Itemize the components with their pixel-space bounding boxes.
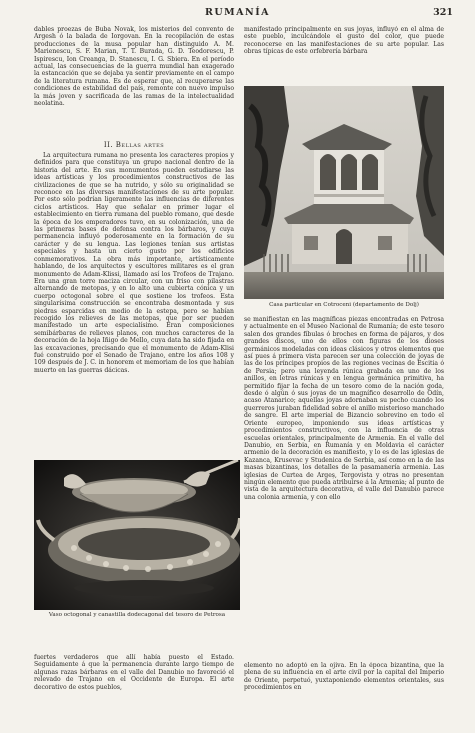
column-left-bottom: [34, 654, 234, 706]
house-photo: [244, 86, 444, 299]
column-left-middle: [34, 152, 234, 457]
paragraph: se manifiestan en las magníficas piezas encontradas en Petrosa y actualmente en el Museo Nacional de Rumanía; de este tesoro salen dos grandes fíbulas ó broches en forma de pájaros, y dos grandes discos, uno de ellos con figuras de los dioses germánicos modeladas con ideas clásicos y otros elementos que así pues á primera vista parecen ser una colección de joyas de las de los príncipes propios de las regiones vecinas de Escitia ó de Persia; pero una leyenda rúnica grabada en uno de los anillos, en letras rúnicas y en lengua germánica primitiva, ha permitido fijar la fecha de un tesoro como de la nación goda, desde ó algún ó sus joyas de un magnífico desarrollo de Odín, acaso Atanarico; aquellas joyas adornaban su pecho cuando los guerreros juraban fidelidad sobre el anillo misterioso manchado de sangre. El arte imperial de Bizancio sobrevino en todo el Oriente europeo, imponiendo sus ideas artísticas y procedimientos constructivos, con la influencia de otras escuelas orientales, principalmente de Armenia. En el valle del Danubio, en Serbia, en Rumanía y en Moldavia el carácter armenio de la decoración es manifiesto, y lo es de las iglesias de Kazanca, Krusevac y Studenica de Serbia, así como en la de las masas bizantinas, los detalles de la pasamanería armenia. Las iglesias de Curtea de Argeș, Tergovista y otras no presentan ningún elemento que pueda atribuirse á la Armenia; al punto de vista de la arquitectura decorativa, el valle del Danubio parece una colonia armenia, y con ello: [244, 316, 444, 501]
section-heading: II. Bellas artes: [103, 141, 165, 149]
paragraph: La arquitectura rumana no presenta los caracteres propios y definidos para que constituya un grupo nacional dentro de la historia del arte. En sus monumentos pueden estudiarse las ideas artísticas y los procedimientos constructivos de las civilizaciones de que se ha nutrido, y sólo su originalidad se reconoce en las diversas manifestaciones de su arte popular. Por esto sólo podrían ligeramente las influencias de diferentes ciclos artísticos. Hay que señalar en primer lugar el establecimiento en tierra rumana del pueblo romano, que desde la época de los emperadores tuvo, en su colonización, una de las primeras bases de defensa contra los bárbaros, y cuya permanencia influyó poderosamente en la formación de su carácter y de su lengua. Las legiones tenían sus artistas especiales y hasta un cierto gusto por los edificios conmemorativos. La obra más importante, artísticamente hablando, de los arquitectos y escultores militares es el gran monumento de Adam-Klissi, llamado así los Trofeos de Trajano. Era una gran torre maciza circular, con un friso con pilastras alternando de metopas, y en lo alto una cubierta cónica y un cuerpo octogonal sobre el que sostiene los trofeos. Esta singularísima construcción se encontraba desmontada y sus piedras esparcidas en medio de la estepa, pero se habían recogido los relieves de las metopas, que por ser pueden manifestado un arte especialísimo. Eran composiciones semibárbaras de relieves planos, con muchos caracteres de la decoración de la hoja Iñigo de Mello, cuya data ha sido fijada en las excavaciones, precisando que el monumento de Adam-Klisi fué construido por el Senado de Trajano, entre los años 108 y 109 después de J. C. in honorem et memoriam de los que habían muerto en las guerras dácicas.: [34, 152, 234, 374]
running-title: RUMANÍA: [204, 7, 271, 18]
paragraph: elemento no adoptó en la ojiva. En la época bizantina, que la plena de su influencia en el arte civil por la capital del Imperio de Oriente, perpetuó, yuxtaponiendo elementos orientales, sus procedimientos en: [244, 662, 444, 692]
paragraph: manifestado principalmente en sus joyas, influyó en el alma de este pueblo, inculcándole el gusto del color, que puede reconocerse en las manifestaciones de su arte popular. Las obras típicas de este orfebrería bárbara: [244, 26, 444, 56]
column-right-top: [244, 26, 444, 78]
vase-photo-caption: Vaso octogonal y canastilla dodecagonal del tesoro de Petrosa: [48, 612, 226, 618]
page-header: [0, 0, 475, 24]
paragraph: dables proezas de Buba Novak, los misterios del convento de Argesh ó la balada de Iorgovan. En la recopilación de estas producciones de la musa popular han distinguido A. M. Marienescu, S. F. Marian, T. T. Burada, G. D. Teodorescu, P. Ispirescu, Ion Creanga, D. Stanescu, I. G. Sbiera. En el período actual, las consecuencias de la guerra mundial han exagerado la estancación que se dejaba ya sentir previamente en el campo de la literatura rumana. Es de esperar que, al recuperarse las condiciones de estabilidad del país, remonte con nuevo impulso la más joven y sacrificada de las ramas de la intelectualidad neolatina.: [34, 26, 234, 108]
column-right-middle: [244, 316, 444, 656]
house-image: [244, 86, 444, 299]
vase-photo: [34, 460, 240, 610]
vase-image: [34, 460, 240, 610]
page-number: 321: [433, 7, 453, 18]
column-right-bottom: [244, 662, 444, 706]
paragraph: fuertes verdaderos que allí había puesto el Estado. Seguidamente á que la permanencia durante largo tiempo de algunas razas bárbaras en el valle del Danubio no favoreció el relevado de Trajano en el Occidente de Europa. El arte decorativo de estos pueblos,: [34, 654, 234, 691]
column-left-top: [34, 26, 234, 138]
house-photo-caption: Casa particular en Cotroceni (departamento de Dolj): [269, 302, 419, 308]
